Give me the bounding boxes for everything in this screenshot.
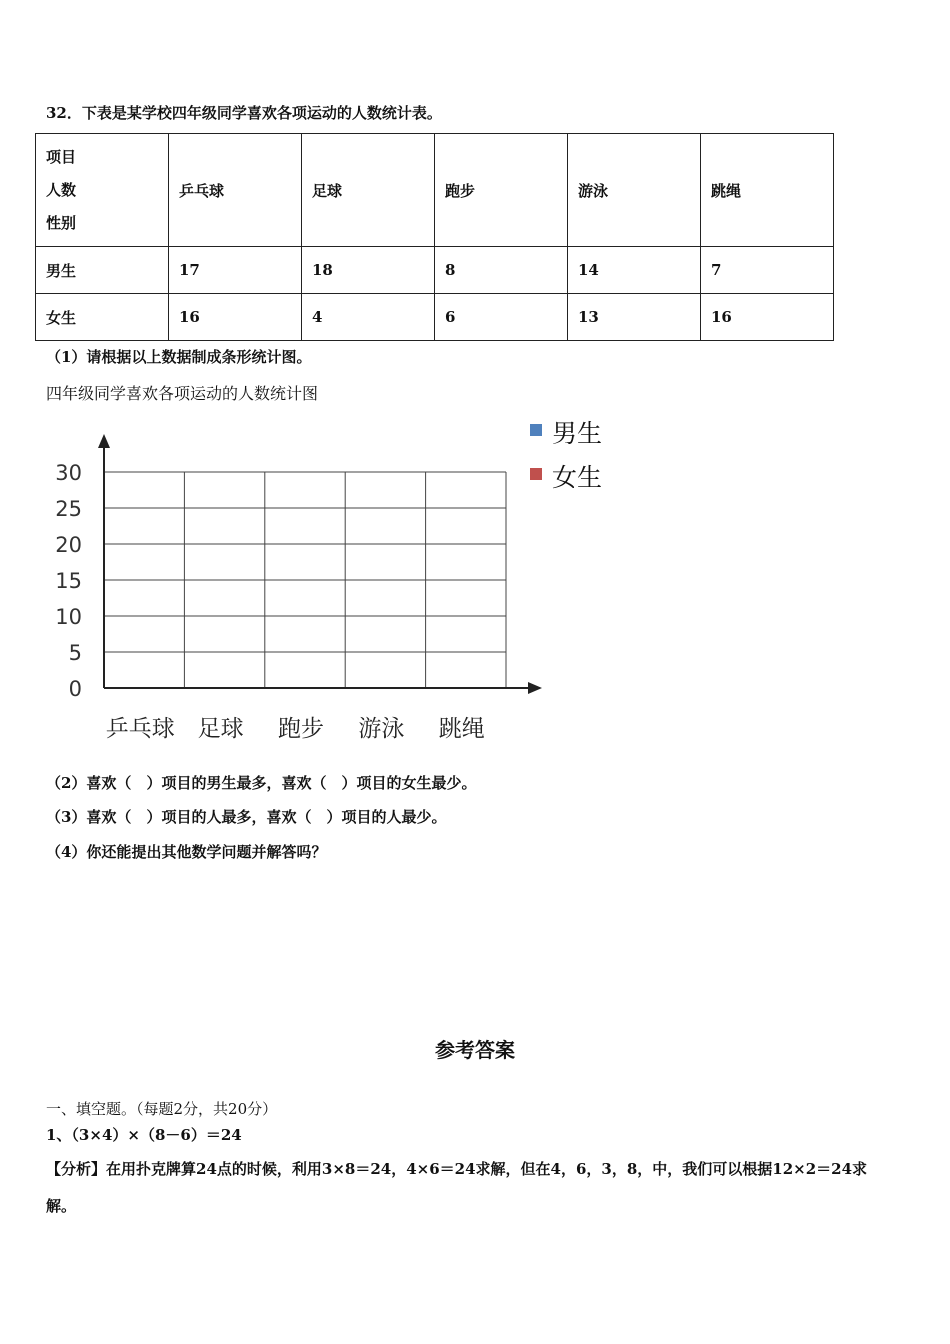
x-category-label: 跳绳	[438, 716, 485, 742]
sub-question-3: （3）喜欢（ ）项目的人最多，喜欢（ ）项目的人最少。	[46, 808, 447, 826]
analysis-line-1: 【分析】在用扑克牌算24点的时候，利用3×8＝24，4×6＝24求解，但在4，6，3，8，中，我们可以根据12×2＝24求	[46, 1160, 868, 1178]
x-category-label: 乒乓球	[105, 716, 175, 742]
table-cell: 14	[568, 247, 701, 294]
sub-question-4: （4）你还能提出其他数学问题并解答吗？	[46, 843, 327, 861]
table-corner-cell	[36, 134, 169, 247]
answers-section-heading: 一、填空题。（每题2分，共20分）	[46, 1100, 278, 1118]
x-axis-arrow-icon	[528, 682, 542, 694]
table-cell: 17	[169, 247, 302, 294]
table-cell: 16	[701, 294, 834, 341]
chart-title: 四年级同学喜欢各项运动的人数统计图	[46, 384, 319, 403]
table-cell: 18	[302, 247, 435, 294]
analysis-line-2: 解。	[46, 1197, 77, 1215]
x-category-label: 足球	[197, 716, 244, 742]
table-cell: 6	[435, 294, 568, 341]
corner-label-count: 人数	[46, 180, 77, 199]
table-header-row	[36, 134, 834, 247]
corner-label-item: 项目	[46, 147, 77, 166]
answers-title: 参考答案	[435, 1038, 515, 1062]
y-tick-label: 10	[55, 605, 82, 629]
question-title: 32．下表是某学校四年级同学喜欢各项运动的人数统计表。	[46, 104, 442, 122]
table-header-cell: 跳绳	[701, 134, 834, 247]
y-axis-ticks	[55, 461, 82, 701]
corner-label-gender: 性别	[46, 213, 77, 232]
legend-swatch-boys	[530, 424, 542, 436]
table-header-cell: 足球	[302, 134, 435, 247]
table-header-cell: 游泳	[568, 134, 701, 247]
table-cell: 8	[435, 247, 568, 294]
x-axis-labels	[106, 716, 485, 742]
table-cell: 4	[302, 294, 435, 341]
y-tick-label: 25	[55, 497, 82, 521]
chart-grid	[104, 472, 506, 688]
y-tick-label: 20	[55, 533, 82, 557]
y-axis-arrow-icon	[98, 434, 110, 448]
table-cell: 13	[568, 294, 701, 341]
legend-label-girls: 女生	[552, 463, 603, 492]
legend-swatch-girls	[530, 468, 542, 480]
table-header-cell: 乒乓球	[169, 134, 302, 247]
table-header-cell: 跑步	[435, 134, 568, 247]
x-category-label: 游泳	[358, 716, 405, 742]
table-row-girls	[36, 294, 834, 341]
answer-1: 1、（3×4）×（8－6）＝24	[46, 1126, 242, 1144]
y-tick-label: 15	[55, 569, 82, 593]
y-tick-label: 5	[68, 641, 82, 665]
row-label: 男生	[36, 247, 169, 294]
y-tick-label: 0	[68, 677, 82, 701]
x-category-label: 跑步	[278, 716, 324, 742]
legend-label-boys: 男生	[552, 419, 603, 448]
table-cell: 16	[169, 294, 302, 341]
table-cell: 7	[701, 247, 834, 294]
stats-table	[35, 133, 834, 341]
y-tick-label: 30	[55, 461, 82, 485]
sub-question-1: （1）请根据以上数据制成条形统计图。	[46, 348, 312, 366]
table-row-boys	[36, 247, 834, 294]
sub-question-2: （2）喜欢（ ）项目的男生最多，喜欢（ ）项目的女生最少。	[46, 774, 477, 792]
row-label: 女生	[36, 294, 169, 341]
